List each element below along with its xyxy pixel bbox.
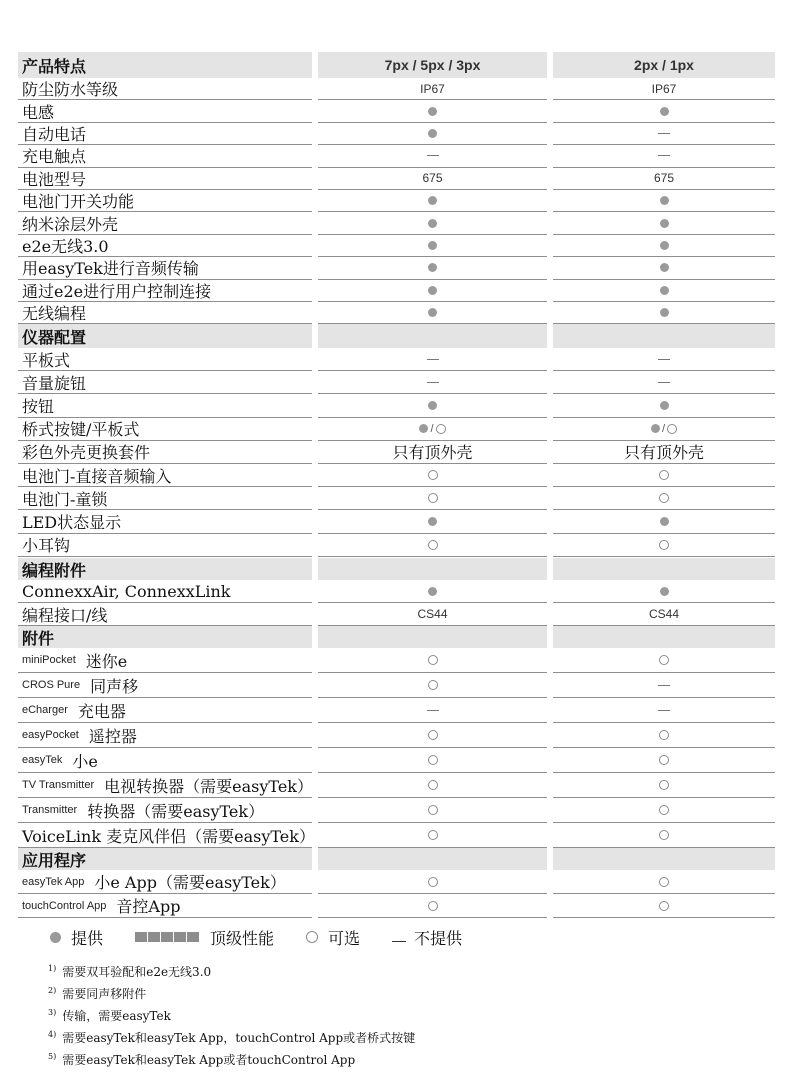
cell-2px-1px [553,212,775,234]
cell-7px-5px-3px [318,235,547,257]
row-label: 电池门开关功能 [18,190,312,212]
legend-not-provided [392,926,462,949]
cell-7px-5px-3px [318,487,547,510]
table-row [18,212,775,234]
filled-dot-icon [660,401,669,410]
table-row [18,78,775,100]
cell-2px-1px [553,673,775,698]
section-programming [18,558,775,580]
table-row [18,302,775,324]
hollow-circle-icon [659,470,669,480]
product-name: CROS Pure [22,679,81,691]
cell-7px-5px-3px [318,798,547,823]
product-name: TV Transmitter [22,779,95,791]
cell-2px-1px [553,123,775,145]
cell-2px-1px [553,394,775,417]
hollow-circle-icon [659,755,669,765]
hollow-circle-icon [667,424,677,434]
column-header-2px-1px: 2px / 1px [553,52,775,78]
row-label: 平板式 [18,348,312,371]
legend-optional-label: 可选 [328,928,361,948]
table-row [18,773,775,798]
table-row [18,534,775,557]
footnote-number: 5) [48,1051,57,1061]
row-label: 充电触点 [18,145,312,167]
filled-dot-icon [50,932,61,943]
filled-dot-icon [660,308,669,317]
cell-2px-1px [553,723,775,748]
footnote-number: 1) [48,963,57,973]
cell-7px-5px-3px [318,673,547,698]
hollow-circle-icon [428,805,438,815]
row-label [18,648,312,673]
cell-7px-5px-3px [318,418,547,441]
cell-2px-1px [553,302,775,324]
table-row [18,100,775,122]
cell-2px-1px [553,823,775,848]
table-row [18,280,775,302]
dash-icon [427,359,439,360]
cell-7px-5px-3px [318,394,547,417]
row-label: 桥式按键/平板式 [18,418,312,441]
filled-dot-icon [660,219,669,228]
cell-2px-1px [553,371,775,394]
legend-not-provided-label: 不提供 [414,928,463,948]
cell-value: 675 [653,171,675,186]
table-row [18,394,775,417]
product-name: easyTek App [22,875,85,888]
cell-value: 只有顶外壳 [623,443,704,463]
legend-top-performance-label: 顶级性能 [210,928,275,948]
row-label: 自动电话 [18,123,312,145]
row-label-text: 小e App（需要easyTek） [94,873,286,892]
row-label-text: 小e [72,751,98,771]
cell-2px-1px [553,145,775,167]
table-row [18,123,775,145]
cell-7px-5px-3px [318,464,547,487]
row-label [18,823,315,848]
table-row [18,487,775,510]
hollow-circle-icon [428,680,438,690]
hollow-circle-icon [428,830,438,840]
table-row [18,723,775,748]
table-row [18,257,775,279]
table-row [18,748,775,773]
hollow-circle-icon [659,901,669,911]
section-spacer [553,848,775,870]
cell-2px-1px [553,510,775,533]
slash-separator: / [661,422,666,435]
cell-7px-5px-3px [318,371,547,394]
dash-icon [427,710,439,711]
section-spacer [553,324,775,348]
footnote-text: 需要easyTek和easyTek App，touchControl App或者桥式按键 [62,1030,416,1045]
cell-7px-5px-3px [318,280,547,302]
filled-dot-icon [428,587,437,596]
row-label [18,798,312,823]
footnote-number: 3) [48,1007,57,1017]
cell-7px-5px-3px [318,894,547,918]
cell-2px-1px [553,798,775,823]
section-title-programming: 编程附件 [18,558,312,580]
row-label: 防尘防水等级 [18,78,312,100]
section-spacer [318,558,547,580]
cell-7px-5px-3px [318,257,547,279]
hollow-circle-icon [428,901,438,911]
hollow-circle-icon [428,755,438,765]
dash-icon [658,133,670,134]
table-row [18,510,775,533]
hollow-circle-icon [659,493,669,503]
table-row [18,870,775,894]
table-row [18,894,775,918]
row-label: 电池门-直接音频输入 [18,464,312,487]
dash-icon [658,382,670,383]
table-row [18,648,775,673]
filled-dot-icon [651,424,660,433]
product-name: Transmitter [22,804,78,816]
filled-dot-icon [428,263,437,272]
row-label: 电池型号 [18,168,312,190]
row-label [18,673,312,698]
table-row [18,464,775,487]
row-label: 无线编程 [18,302,312,324]
filled-dot-icon [660,517,669,526]
row-label-text: 转换器（需要easyTek） [87,801,265,821]
hollow-circle-icon [436,424,446,434]
table-row [18,235,775,257]
cell-7px-5px-3px [318,823,547,848]
cell-2px-1px [553,257,775,279]
cell-7px-5px-3px [318,723,547,748]
row-label: 电池门-童锁 [18,487,312,510]
cell-value: IP67 [420,81,445,96]
row-label [18,773,312,798]
cell-value: 只有顶外壳 [392,443,473,463]
cell-2px-1px [553,168,775,190]
cell-2px-1px [553,870,775,894]
table-row [18,823,775,848]
row-label: 音量旋钮 [18,371,312,394]
section-title-config: 仪器配置 [18,324,312,348]
cell-2px-1px [553,100,775,122]
filled-dot-icon [660,107,669,116]
legend-provided [50,926,103,949]
cell-value: CS44 [417,607,448,621]
product-name: easyPocket [22,729,79,741]
hollow-circle-icon [659,655,669,665]
cell-7px-5px-3px [318,441,547,464]
cell-2px-1px [553,698,775,723]
table-row [18,698,775,723]
dash-icon [658,155,670,156]
legend-top-performance [135,926,274,949]
table-row [18,673,775,698]
filled-dot-icon [428,517,437,526]
cell-2px-1px [553,190,775,212]
column-header-7px-5px-3px: 7px / 5px / 3px [318,52,547,78]
cell-2px-1px [553,534,775,557]
cell-2px-1px [553,348,775,371]
slash-separator: / [430,422,434,435]
cell-7px-5px-3px [318,510,547,533]
table-row [18,168,775,190]
section-title-apps: 应用程序 [18,848,312,870]
row-label: 按钮 [18,394,312,417]
cell-7px-5px-3px [318,212,547,234]
cell-7px-5px-3px [318,168,547,190]
hollow-circle-icon [428,540,438,550]
row-label-text: 音控App [116,897,181,916]
filled-dot-icon [428,286,437,295]
cell-7px-5px-3px [318,698,547,723]
cell-7px-5px-3px [318,773,547,798]
filled-dot-icon [428,196,437,205]
row-label-text: 电视转换器（需要easyTek） [104,776,313,796]
section-spacer [318,324,547,348]
cell-2px-1px [553,648,775,673]
cell-7px-5px-3px [318,534,547,557]
filled-dot-icon [428,129,437,138]
cell-7px-5px-3px [318,78,547,100]
row-label [18,723,312,748]
footnote [48,1004,415,1026]
hollow-circle-icon [306,931,318,943]
dash-icon [427,155,439,156]
filled-dot-icon [660,263,669,272]
dash-icon [392,941,406,942]
cell-2px-1px [553,235,775,257]
section-spacer [318,848,547,870]
footnote-text: 需要双耳验配和e2e无线3.0 [62,964,212,979]
dash-icon [658,685,670,686]
cell-7px-5px-3px [318,748,547,773]
cell-2px-1px [553,280,775,302]
cell-2px-1px [553,773,775,798]
row-label: 用easyTek进行音频传输 [18,257,312,279]
cell-2px-1px [553,418,775,441]
filled-dot-icon [428,219,437,228]
cell-7px-5px-3px [318,603,547,626]
header-row [18,52,775,78]
hollow-circle-icon [659,830,669,840]
dash-icon [658,359,670,360]
dot-or-circle-icon [651,423,677,435]
legend-optional [306,926,360,949]
section-title-accessories: 附件 [18,626,312,648]
footnote [48,1026,415,1048]
product-name: eCharger [22,704,68,716]
cell-2px-1px [553,487,775,510]
table-row [18,418,775,441]
hollow-circle-icon [428,655,438,665]
row-label: LED状态显示 [18,510,312,533]
product-name: miniPocket [22,654,76,666]
row-label [18,698,312,723]
section-accessories [18,626,775,648]
row-label: 电感 [18,100,312,122]
cell-2px-1px [553,894,775,918]
filled-dot-icon [660,286,669,295]
cell-2px-1px [553,580,775,603]
cell-2px-1px [553,603,775,626]
cell-2px-1px [553,464,775,487]
filled-dot-icon [428,107,437,116]
dot-or-circle-icon [419,423,445,435]
footnote-number: 2) [48,985,57,995]
cell-value: CS44 [648,607,680,621]
hollow-circle-icon [428,780,438,790]
cell-2px-1px [553,78,775,100]
footnote [48,982,415,1004]
cell-value: 675 [422,171,443,186]
legend [50,926,494,948]
cell-7px-5px-3px [318,145,547,167]
table-row [18,371,775,394]
row-label-text: 同声移 [90,676,139,696]
hollow-circle-icon [659,730,669,740]
legend-provided-label: 提供 [71,928,104,948]
section-apps [18,848,775,870]
row-label: ConnexxAir, ConnexxLink [18,580,312,603]
hollow-circle-icon [659,805,669,815]
row-label [18,894,312,918]
cell-value: IP67 [651,81,677,96]
dash-icon [658,710,670,711]
cell-7px-5px-3px [318,348,547,371]
cell-7px-5px-3px [318,648,547,673]
hollow-circle-icon [428,470,438,480]
row-label: 编程接口/线 [18,603,312,626]
table-row [18,145,775,167]
table-row [18,798,775,823]
filled-dot-icon [428,401,437,410]
cell-7px-5px-3px [318,870,547,894]
footnote-text: 传输，需要easyTek [62,1008,171,1023]
filled-dot-icon [660,241,669,250]
section-title-features: 产品特点 [18,52,312,78]
cell-2px-1px [553,748,775,773]
product-name: easyTek [22,754,63,766]
cell-7px-5px-3px [318,580,547,603]
row-label: 彩色外壳更换套件 [18,441,312,464]
row-label [18,748,312,773]
row-label-text: 遥控器 [88,726,137,746]
section-config [18,324,775,348]
row-label-text: VoiceLink 麦克风伴侣（需要easyTek） [22,826,315,846]
footnote [48,1048,415,1070]
cell-7px-5px-3px [318,302,547,324]
hollow-circle-icon [428,730,438,740]
cell-7px-5px-3px [318,190,547,212]
footnote-text: 需要easyTek和easyTek App或者touchControl App [62,1052,356,1067]
table-row [18,348,775,371]
hollow-circle-icon [428,877,438,887]
filled-dot-icon [428,241,437,250]
cell-7px-5px-3px [318,123,547,145]
section-spacer [553,626,775,648]
row-label: 纳米涂层外壳 [18,212,312,234]
row-label: 通过e2e进行用户控制连接 [18,280,312,302]
hollow-circle-icon [659,540,669,550]
cell-7px-5px-3px [318,100,547,122]
footnote-number: 4) [48,1029,57,1039]
filled-dot-icon [660,196,669,205]
hollow-circle-icon [428,493,438,503]
table-row [18,190,775,212]
row-label-text: 迷你e [85,651,128,671]
table-row [18,441,775,464]
hollow-circle-icon [659,877,669,887]
hollow-circle-icon [659,780,669,790]
product-name: touchControl App [22,899,107,912]
row-label-text: 充电器 [77,701,126,721]
footnote-text: 需要同声移附件 [62,986,147,1001]
footnotes [48,960,415,1070]
row-label [18,870,312,894]
dash-icon [427,382,439,383]
row-label: 小耳钩 [18,534,312,557]
row-label: e2e无线3.0 [18,235,312,257]
section-spacer [553,558,775,580]
table-row [18,603,775,626]
footnote [48,960,415,982]
filled-dot-icon [660,587,669,596]
filled-dot-icon [419,424,428,433]
filled-dot-icon [428,308,437,317]
squares-icon [135,932,200,942]
table-row [18,580,775,603]
section-spacer [318,626,547,648]
cell-2px-1px [553,441,775,464]
